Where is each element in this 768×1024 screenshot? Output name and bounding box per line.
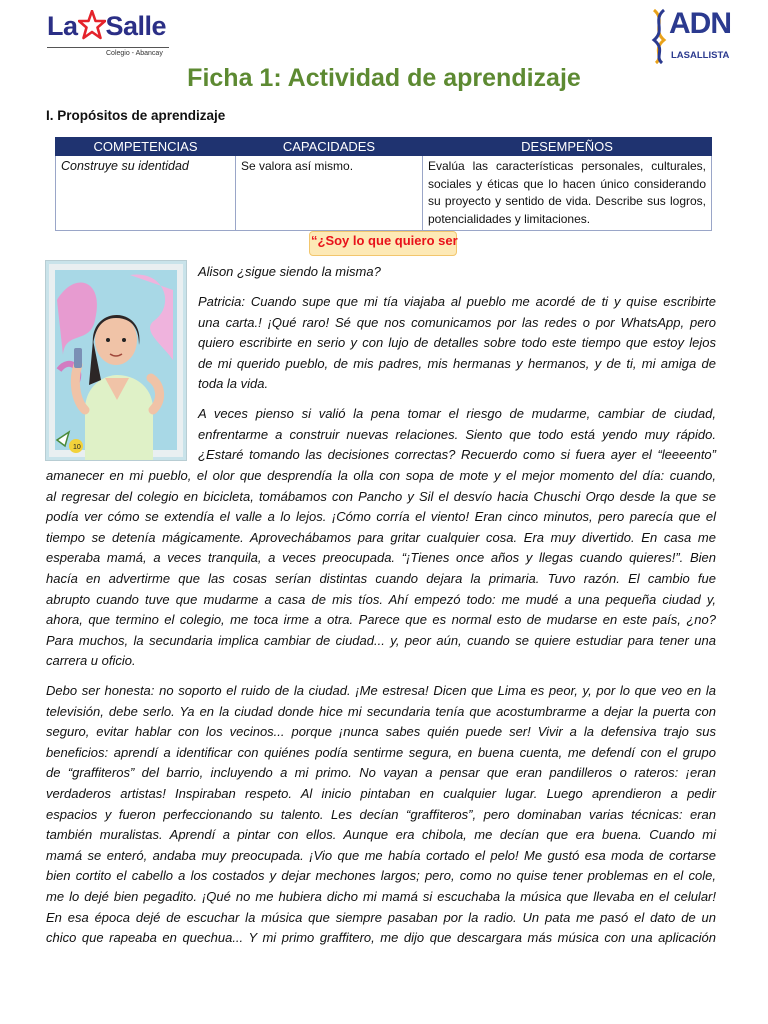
story-line: esperaba mamá, a veces tranquila, a veces preocupada. “¡Tienes once años y llegas cuando quieres!”. Bien <box>46 550 716 566</box>
story-line: verdaderos artistas! Inspiraban respeto. Al inicio pintaban en cualquier lugar. Luego aprendieron a pedir <box>46 785 716 801</box>
story-paragraph-2 <box>46 466 716 672</box>
svg-text:10: 10 <box>73 444 81 451</box>
competencies-table <box>55 137 712 231</box>
story-line: ¿Estaré tomando las decisiones correctas? Recuerdo como si fuera ayer el “leeeento” <box>198 447 716 463</box>
story-line: tiempo se detenía mágicamente. Aprovechábamos para gritar cualquier cosa. Era muy divertido. En casa me <box>46 529 716 545</box>
cell-desempeno: Evalúa las características personales, culturales, sociales y éticas que lo hacen único considerando su proyecto y sentido de vida. Describe sus logros, potencialidades y limitaciones. <box>423 156 712 231</box>
story-line: Debo ser honesta: no soporto el ruido de la ciudad. ¡Me estresa! Dicen que Lima es peor, y, por lo que veo en la <box>46 683 716 698</box>
story-line: beneficios: aprendí a identificar con quiénes podía sentirme segura, en buena cuenta, me defendí con el grupo <box>46 744 716 760</box>
reading-title: “¿Soy lo que quiero ser <box>311 233 458 248</box>
table-header-row <box>56 138 712 156</box>
logo-divider <box>47 47 169 48</box>
story-line: quiero escribirte en serio y con lujo de detalles sobre todo este tiempo que estoy lejos <box>198 335 716 351</box>
story-line: En esa época dejé de escuchar la música que siempre pasaban por la radio. Un pata me pasó el dato de un <box>46 909 716 925</box>
story-paragraph-3 <box>46 681 716 949</box>
story-line: de “graffiteros” del barrio, incluyendo a mi primo. No vayan a pensar que eran pandilleros o rateros: ¡eran <box>46 765 716 781</box>
story-intro <box>198 262 381 283</box>
adn-logo <box>650 7 731 64</box>
story-line: al regresar del colegio en bicicleta, tomábamos con Pancho y Sil el desvío hacia Chuschi Orqo desde la que se <box>46 488 716 504</box>
story-line: podía ver cómo se extendía el valle a lo lejos. ¡Cómo corría el viento! Eran cinco minutos, pero parecía que el <box>46 509 716 525</box>
story-line: me lo dejé bien pegadito. ¡Qué no me hubiera dicho mi mamá si escuchaba la música que llevaba en el celular! <box>46 888 716 904</box>
girl-illustration <box>45 260 187 461</box>
story-line: ahora, que termino el colegio, me toca irme a otra. Parece que es normal esto de mudarse en este país, ¿no? <box>46 612 716 628</box>
story-line: abrupto cuando tuve que mudarme a casa de mis tíos. Ahí empezó todo: me mudé a una pequeña ciudad y, <box>46 591 716 607</box>
story-paragraph-1 <box>198 292 716 395</box>
table-row <box>56 156 712 231</box>
section-heading: I. Propósitos de aprendizaje <box>46 108 226 123</box>
header-capacidades: CAPACIDADES <box>236 138 423 156</box>
story-line: televisión, debe serlo. Ya en la ciudad donde hice mi secundaria tenía que acostumbrarme a dejar la puerta con <box>46 703 716 719</box>
story-line: mamá se enteró, andaba muy preocupada. ¡Vio que me había cortado el pelo! Me gustó esa moda de cortarse <box>46 847 716 863</box>
story-line: carrera u oficio. <box>46 653 136 669</box>
story-line: Patricia: Cuando supe que mi tía viajaba al pueblo me acordé de ti y quise escribirte <box>198 294 716 309</box>
story-line: hacía en advertirme que las cosas serían distintas cuando dejara la primaria. Tuvo razón. El cambio fue <box>46 570 716 586</box>
adn-subtext: LASALLISTA <box>671 50 730 61</box>
cell-competencia: Construye su identidad <box>56 156 236 231</box>
story-line: seguro, evitar hablar con los vecinos... porque ¡nunca sabes quién puede ser! Vivir a la defensiva trajo sus <box>46 724 716 740</box>
story-line: amanecer en mi pueblo, el olor que desprendía la olla con sopa de mote y el mejor momento del día: cuando, <box>46 468 716 483</box>
header-desempenos: DESEMPEÑOS <box>423 138 712 156</box>
header-competencias: COMPETENCIAS <box>56 138 236 156</box>
lasalle-brand: La Salle <box>47 11 167 41</box>
story-line: de mi querido pueblo, de mis padres, mis hermanas y hermanos, y de ti, mi amiga de <box>198 355 716 371</box>
story-line: A veces pienso si valió la pena tomar el riesgo de mudarme, cambiar de ciudad, <box>198 406 716 421</box>
story-line: una carta.! ¡Qué raro! Sé que nos comunicamos por las redes o por WhatsApp, pero <box>198 314 716 330</box>
story-line: también muralistas. Aprendí a pintar con ellos. Aunque era chibola, me decían que era buena. Cuando mi <box>46 827 716 843</box>
story-line: toda la vida. <box>198 376 269 392</box>
story-line: enfrentarme a construir nuevas relaciones. Siento que todo está yendo muy rápido. <box>198 426 716 442</box>
cell-capacidad: Se valora así mismo. <box>236 156 423 231</box>
story-paragraph-2-indented <box>198 404 716 466</box>
star-icon <box>78 10 106 40</box>
school-subtitle: Colegio - Abancay <box>106 50 163 57</box>
dna-helix-icon <box>650 8 668 64</box>
story-line: chico que rapeaba en quechua... Y mi primo graffitero, me dijo que descargara más música con una aplicación <box>46 930 716 946</box>
story-line: Para muchos, la secundaria implica cambiar de ciudad... y, peor aún, cuando se quiere estudiar para tener una <box>46 632 716 648</box>
story-line: Alison ¿sigue siendo la misma? <box>198 264 381 279</box>
story-line: espacios y fueron perfeccionando su talento. Les decían “graffiteros”, pero dominaban varias técnicas: eran <box>46 806 716 822</box>
adn-text: ADN <box>669 7 731 40</box>
lasalle-logo <box>44 2 174 60</box>
page-title: Ficha 1: Actividad de aprendizaje <box>187 64 581 92</box>
story-line: bien cortito el cabello a los costados y dejar mechones largos; pero, como no quise tener problemas en el cole, <box>46 868 716 884</box>
